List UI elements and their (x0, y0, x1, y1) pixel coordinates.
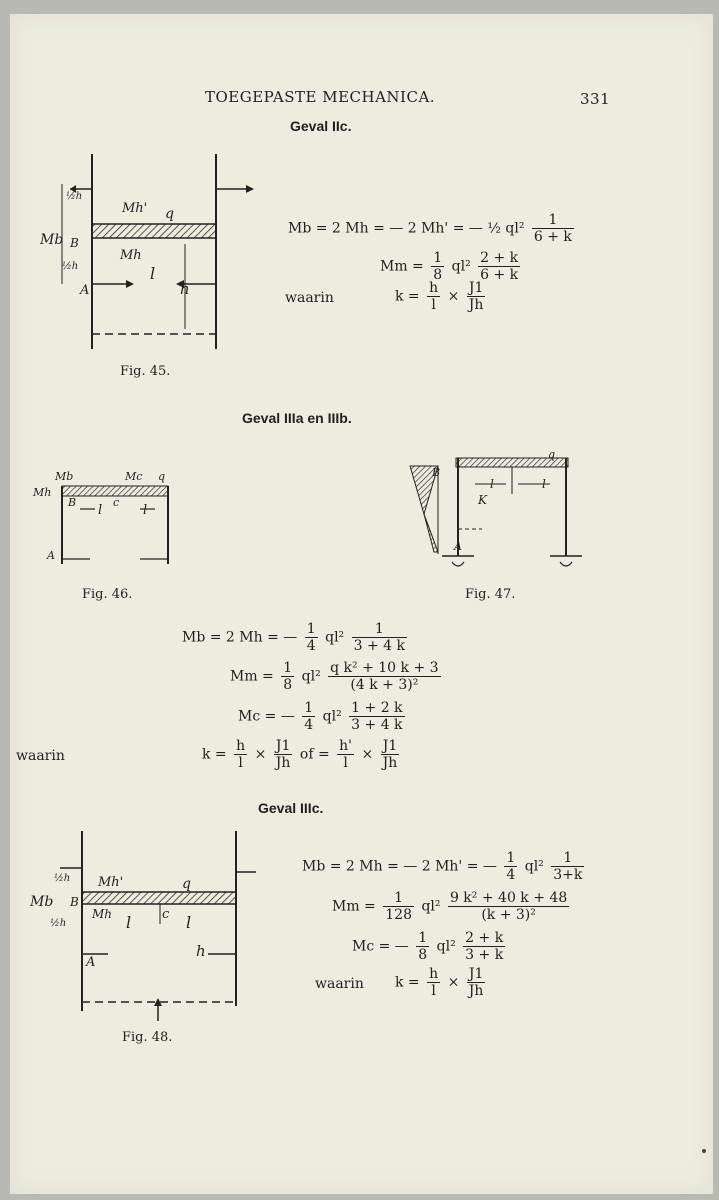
svg-text:c: c (162, 907, 170, 922)
svg-text:Mh': Mh' (98, 875, 124, 890)
svg-text:q: q (165, 206, 174, 222)
eq48-mc: Mc = — $\frac{1}{8}$ ql² $\frac{2 + k}{3 + k}$ (352, 930, 504, 963)
eq46-k: k = $\frac{h}{l}$ × $\frac{J1}{Jh}$ of = $\frac{h'}{l}$ × $\frac{J1}{Jh}$ (202, 738, 398, 771)
svg-text:h: h (180, 280, 190, 298)
svg-text:½h: ½h (54, 873, 71, 884)
svg-text:Mh: Mh (92, 907, 113, 921)
svg-text:½h: ½h (62, 261, 79, 272)
svg-text:h: h (196, 942, 206, 960)
svg-text:B: B (70, 236, 79, 250)
svg-text:l: l (143, 503, 148, 518)
eq48-waarin: waarin (315, 976, 364, 992)
figure-45-diagram (40, 144, 270, 364)
svg-text:Mh: Mh (120, 248, 142, 263)
eq45-waarin: waarin (285, 290, 334, 306)
svg-text:Mc: Mc (125, 470, 143, 483)
svg-text:l: l (150, 264, 156, 283)
svg-text:l: l (98, 503, 103, 518)
svg-text:l: l (126, 913, 132, 932)
svg-text:l: l (186, 913, 192, 932)
figure-47-diagram (402, 444, 612, 594)
svg-text:Mh: Mh (33, 486, 52, 499)
svg-text:K: K (478, 493, 487, 507)
svg-text:l: l (490, 477, 494, 491)
label-mh-prime: Mh' (122, 201, 148, 216)
svg-text:A: A (80, 283, 90, 298)
eq48-k: k = $\frac{h}{l}$ × $\frac{J1}{Jh}$ (395, 966, 484, 999)
eq46-waarin: waarin (16, 748, 65, 764)
figure-47-caption: Fig. 47. (465, 587, 516, 602)
svg-text:Mb: Mb (30, 894, 54, 910)
figure-46-caption: Fig. 46. (82, 587, 133, 602)
svg-text:B: B (432, 466, 441, 479)
eq46-mm: Mm = $\frac{1}{8}$ ql² $\frac{\text{q k² + 10 k + 3}}{\text{(4 k + 3)²}}$ (230, 660, 439, 693)
section-heading-iic: Geval IIc. (290, 118, 352, 134)
svg-text:A: A (454, 540, 462, 553)
eq48-mm: Mm = $\frac{1}{128}$ ql² $\frac{\text{9 k² + 40 k + 48}}{\text{(k + 3)²}}$ (332, 890, 568, 923)
eq45-mm: Mm = $\frac{1}{8}$ ql² $\frac{2 + k}{6 + k}$ (380, 250, 519, 283)
svg-text:q: q (548, 448, 556, 461)
page-number: 331 (580, 90, 611, 108)
svg-text:½h: ½h (50, 918, 67, 929)
eq48-mb: Mb = 2 Mh = — 2 Mh' = — $\frac{1}{4}$ ql² $\frac{1}{3+k}$ (302, 850, 583, 883)
figure-48-diagram (30, 826, 260, 1026)
eq45-mb: Mb = 2 Mh = — 2 Mh' = — ½ ql² $\frac{1}{6 + k}$ (288, 212, 572, 245)
svg-text:c: c (113, 496, 120, 509)
figure-46-diagram (30, 464, 200, 574)
eq46-mc: Mc = — $\frac{1}{4}$ ql² $\frac{1 + 2 k}{3 + 4 k}$ (238, 700, 403, 733)
svg-text:Mb: Mb (55, 470, 74, 483)
running-header: TOEGEPASTE MECHANICA. (205, 88, 436, 106)
svg-text:A: A (47, 549, 55, 562)
svg-text:l: l (542, 477, 546, 491)
svg-text:q: q (158, 470, 166, 483)
svg-text:B: B (70, 895, 79, 909)
eq45-k: k = $\frac{h}{l}$ × $\frac{J1}{Jh}$ (395, 280, 484, 313)
figure-48-caption: Fig. 48. (122, 1030, 173, 1045)
ink-dot (702, 1149, 706, 1153)
section-heading-iiic: Geval IIIc. (258, 800, 324, 816)
figure-45-caption: Fig. 45. (120, 364, 171, 379)
book-page (10, 14, 713, 1194)
svg-text:Mb: Mb (40, 232, 64, 248)
svg-text:A: A (86, 955, 96, 970)
section-heading-iiia-iiib: Geval IIIa en IIIb. (242, 410, 352, 426)
svg-text:q: q (182, 876, 191, 892)
svg-text:½h: ½h (66, 191, 83, 202)
svg-text:B: B (68, 496, 77, 509)
eq46-mb: Mb = 2 Mh = — $\frac{1}{4}$ ql² $\frac{1}{3 + 4 k}$ (182, 621, 406, 654)
